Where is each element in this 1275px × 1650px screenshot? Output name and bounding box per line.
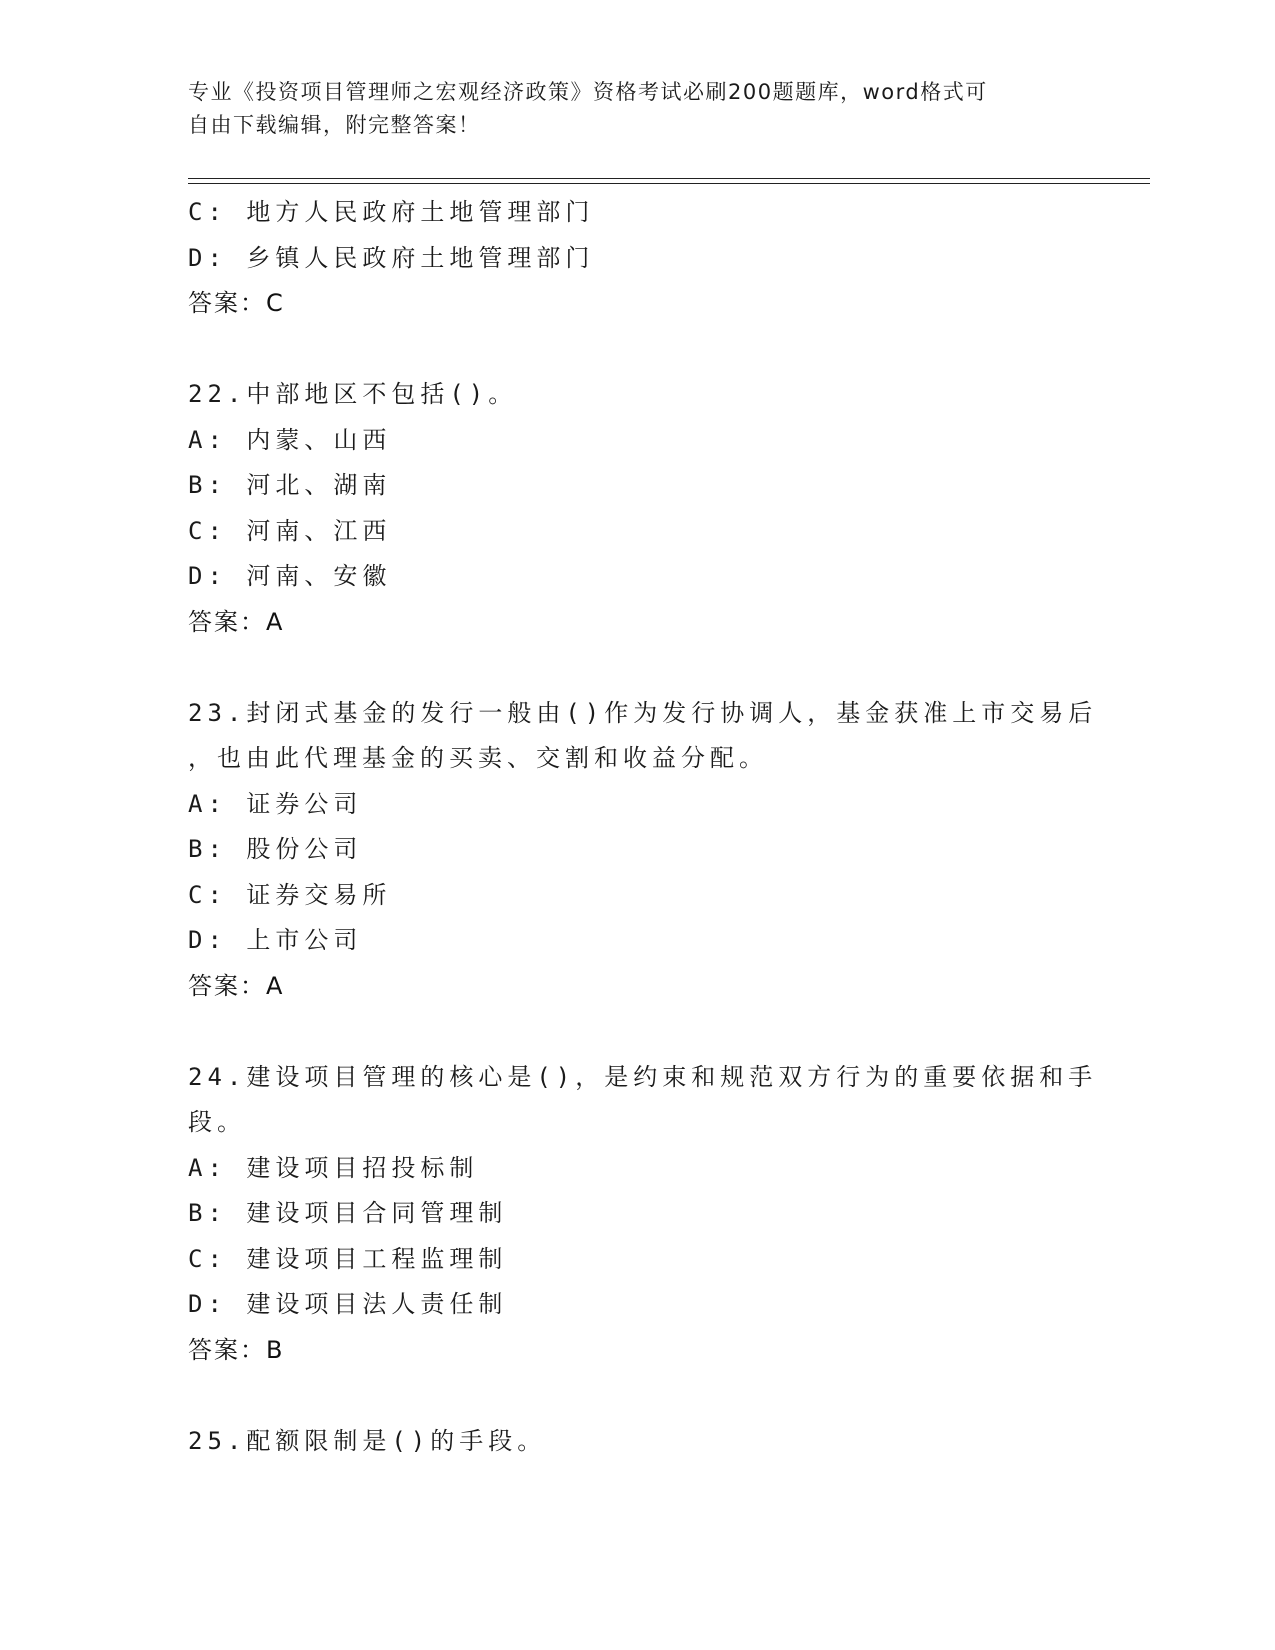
document-header: [188, 76, 1068, 142]
option-c: C: 建设项目工程监理制: [188, 1244, 508, 1273]
option-a: A: 证券公司: [188, 789, 363, 818]
header-rule-top: [188, 178, 1150, 179]
option-b: B: 河北、湖南: [188, 471, 392, 499]
question-block-25: [188, 1419, 1088, 1465]
option-d: D: 上市公司: [188, 926, 363, 954]
question-stem: 25.配额限制是()的手段。: [188, 1426, 547, 1455]
spacer: [188, 645, 1088, 691]
option-d: D: 河南、安徽: [188, 562, 392, 590]
question-block-24: [188, 1055, 1098, 1374]
spacer: [188, 327, 1088, 373]
header-rule-bottom: [188, 183, 1150, 184]
answer-line: 答案：C: [188, 289, 285, 317]
option-b: B: 建设项目合同管理制: [188, 1199, 508, 1227]
question-stem-continued: ，也由此代理基金的买卖、交割和收益分配。: [188, 744, 768, 772]
option-d: D: 建设项目法人责任制: [188, 1290, 508, 1318]
option-b: B: 股份公司: [188, 835, 363, 863]
question-block-prev: [188, 190, 1088, 327]
answer-line: 答案：A: [188, 971, 285, 1000]
question-stem-continued: 段。: [188, 1108, 246, 1136]
question-list: [188, 190, 1098, 1464]
option-c: C: 河南、江西: [188, 516, 392, 545]
option-a: A: 建设项目招投标制: [188, 1153, 479, 1182]
spacer: [188, 1009, 1088, 1055]
header-title-line-1: 专业《投资项目管理师之宏观经济政策》资格考试必刷200题题库，word格式可: [188, 80, 988, 104]
answer-line: 答案：B: [188, 1335, 285, 1364]
header-title-line-2: 自由下载编辑，附完整答案！: [188, 113, 481, 137]
question-stem: 22.中部地区不包括()。: [188, 380, 518, 408]
spacer: [188, 1373, 1088, 1419]
question-stem: 24.建设项目管理的核心是()，是约束和规范双方行为的重要依据和手: [188, 1062, 1098, 1091]
option-a: A: 内蒙、山西: [188, 425, 392, 454]
question-block-22: [188, 372, 1088, 645]
option-c: C: 证券交易所: [188, 880, 392, 909]
option-c: C: 地方人民政府土地管理部门: [188, 198, 595, 226]
question-stem: 23.封闭式基金的发行一般由()作为发行协调人，基金获准上市交易后: [188, 698, 1098, 727]
answer-line: 答案：A: [188, 607, 285, 636]
question-block-23: [188, 691, 1098, 1010]
option-d: D: 乡镇人民政府土地管理部门: [188, 243, 595, 272]
